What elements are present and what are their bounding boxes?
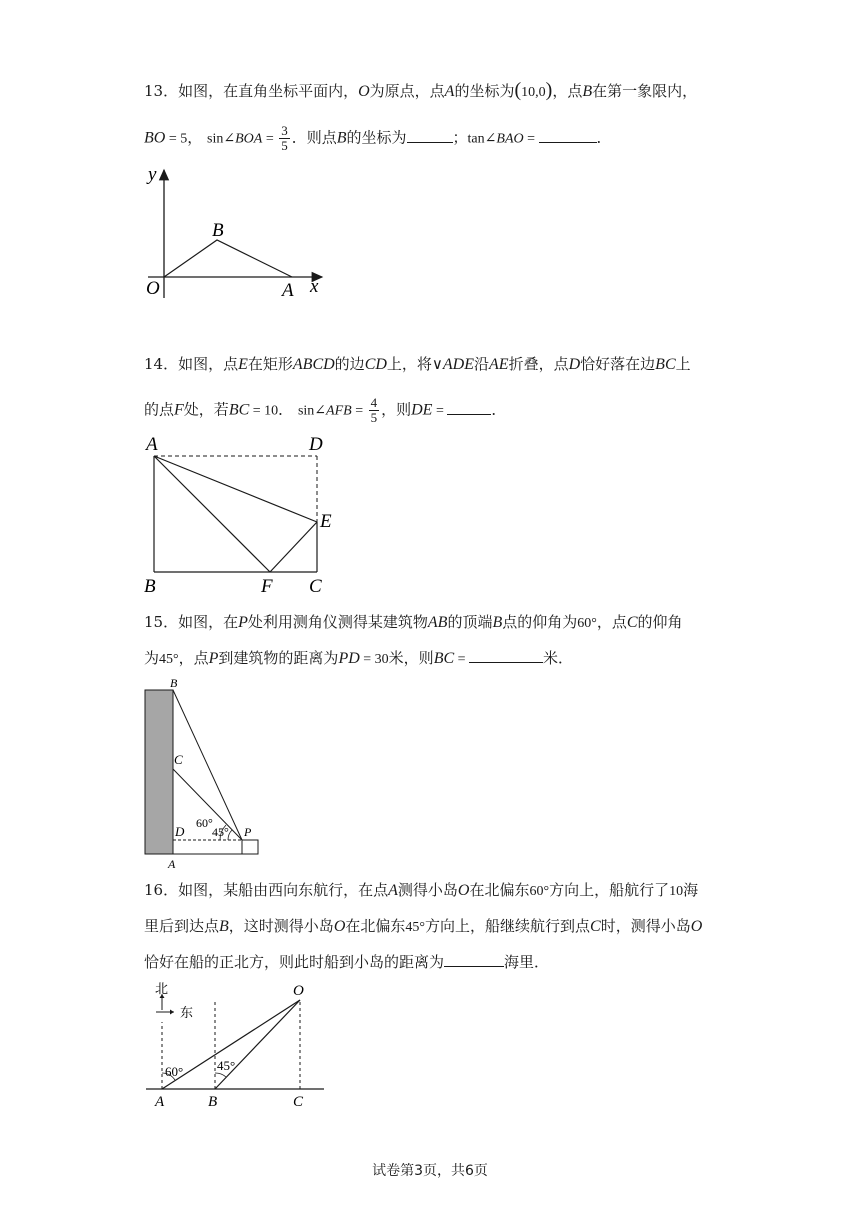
q16-line3: 恰好在船的正北方，则此时船到小岛的距离为 海里． xyxy=(144,953,550,971)
label-A: A xyxy=(282,280,294,301)
q16-line1: 16．如图，某船由西向东航行，在点A测得小岛O在北偏东60°方向上，船航行了10海 xyxy=(144,881,699,899)
q15-answer-blank xyxy=(469,648,543,663)
q14-line1: 14．如图，点E在矩形ABCD的边CD上，将∨ADE沿AE折叠，点D恰好落在边BC上 xyxy=(144,355,691,373)
q15-line1: 15．如图，在P处利用测角仪测得某建筑物AB的顶端B点的仰角为60°，点C的仰角 xyxy=(144,613,683,631)
label-O: O xyxy=(293,983,304,999)
label-B: B xyxy=(170,676,178,690)
label-C: C xyxy=(309,576,322,597)
label-B: B xyxy=(212,220,224,241)
label-D: D xyxy=(309,434,323,455)
q13-line2: BO = 5， sin∠BOA = $\frac{3}{5}$ ．则点B的坐标为 ；tan∠BAO = ． xyxy=(144,123,612,153)
q13-line1: 13．如图，在直角坐标平面内，O为原点，点A的坐标为(10,0)，点B在第一象限内， xyxy=(144,79,698,101)
label-B: B xyxy=(208,1094,218,1110)
angle-45: 45° xyxy=(217,1058,236,1073)
q13-answer-blank-1 xyxy=(407,128,453,143)
q16-figure xyxy=(140,980,340,1110)
label-x: x xyxy=(310,276,319,297)
building-AB xyxy=(145,690,173,854)
q14-line2: 的点F处，若BC = 10． sin∠AFB = $\frac{4}{5}$ ，则DE = ． xyxy=(144,395,507,425)
label-A: A xyxy=(155,1094,165,1110)
label-A: A xyxy=(146,434,158,455)
east-label: 东 xyxy=(180,1005,194,1020)
label-O: O xyxy=(146,278,160,299)
north-label: 北 xyxy=(155,981,169,996)
page-footer: 试卷第3页，共6页 xyxy=(372,1163,488,1179)
label-P: P xyxy=(244,825,252,839)
label-C: C xyxy=(293,1094,304,1110)
label-y: y xyxy=(148,164,157,185)
angle-45: 45° xyxy=(212,825,229,839)
label-B: B xyxy=(144,576,156,597)
label-D: D xyxy=(175,824,185,839)
instrument-stand xyxy=(242,840,258,854)
label-F: F xyxy=(261,576,273,597)
angle-60: 60° xyxy=(165,1064,184,1079)
label-A: A xyxy=(168,857,176,871)
angle-60: 60° xyxy=(196,816,213,830)
triangle-OBA xyxy=(164,240,292,277)
q15-figure xyxy=(140,676,270,871)
q13-answer-blank-2 xyxy=(539,128,597,143)
q16-answer-blank xyxy=(444,952,504,967)
q16-line2: 里后到达点B，这时测得小岛O在北偏东45°方向上，船继续航行到点C时，测得小岛O xyxy=(144,917,703,935)
label-C: C xyxy=(174,752,183,767)
q14-figure xyxy=(140,430,340,600)
q15-line2: 为45°，点P到建筑物的距离为PD = 30米，则BC = 米． xyxy=(144,649,574,667)
q14-answer-blank xyxy=(447,400,491,415)
q13-figure xyxy=(140,160,340,300)
label-E: E xyxy=(320,511,332,532)
